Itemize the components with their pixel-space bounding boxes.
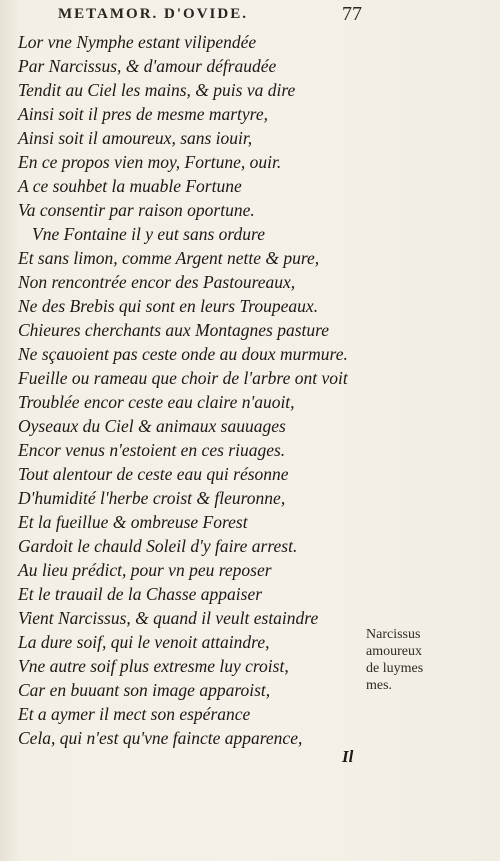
verse-line: Cela, qui n'est qu'vne faincte apparence,: [18, 728, 303, 748]
verse-line: Et a aymer il mect son espérance: [18, 704, 251, 724]
verse-line: Au lieu prédict, pour vn peu reposer: [18, 560, 272, 580]
margin-note-line: de luymes: [366, 661, 424, 676]
verse-line: Et la fueillue & ombreuse Forest: [18, 512, 248, 532]
verse-line: D'humidité l'herbe croist & fleuronne,: [18, 488, 286, 508]
verse-line: Gardoit le chauld Soleil d'y faire arrest.: [18, 536, 298, 556]
verse-line: Vne autre soif plus extresme luy croist,: [18, 656, 289, 676]
verse-line: Ne des Brebis qui sont en leurs Troupeaux.: [18, 296, 319, 316]
verse-line: A ce souhbet la muable Fortune: [18, 176, 242, 196]
catchword: Il: [342, 747, 354, 766]
verse-line: Tout alentour de ceste eau qui résonne: [18, 464, 289, 484]
verse-line: Encor venus n'estoient en ces riuages.: [18, 440, 286, 460]
margin-note-line: Narcissus: [366, 627, 421, 642]
verse-line: Lor vne Nymphe estant vilipendée: [18, 32, 257, 52]
verse-line: La dure soif, qui le venoit attaindre,: [18, 632, 270, 652]
verse-line: Chieures cherchants aux Montagnes pasture: [18, 320, 330, 340]
verse-line: Vient Narcissus, & quand il veult estaindre: [18, 608, 319, 628]
running-head: METAMOR. D'OVIDE.: [58, 6, 248, 22]
verse-line: Oyseaux du Ciel & animaux sauuages: [18, 416, 286, 436]
verse-line: Troublée encor ceste eau claire n'auoit,: [18, 392, 295, 412]
verse-line: Car en buuant son image apparoist,: [18, 680, 271, 700]
margin-note: [366, 626, 476, 694]
verse-line: Tendit au Ciel les mains, & puis va dire: [18, 80, 296, 100]
verse-line: Et le trauail de la Chasse appaiser: [18, 584, 263, 604]
verse-line: Non rencontrée encor des Pastoureaux,: [18, 272, 296, 292]
margin-note-line: amoureux: [366, 644, 422, 659]
verse-line: Va consentir par raison oportune.: [18, 200, 255, 220]
margin-note-line: mes.: [366, 678, 393, 693]
verse-line: Ainsi soit il pres de mesme martyre,: [18, 104, 268, 124]
verse-line: Ainsi soit il amoureux, sans iouir,: [18, 128, 253, 148]
verse-line: Par Narcissus, & d'amour défraudée: [18, 56, 277, 76]
verse-line: En ce propos vien moy, Fortune, ouir.: [18, 152, 282, 172]
verse-line: Fueille ou rameau que choir de l'arbre ont voit: [18, 368, 348, 388]
verse-line: Vne Fontaine il y eut sans ordure: [32, 224, 265, 244]
verse-line: Ne sçauoient pas ceste onde au doux murmure.: [18, 344, 348, 364]
page-number: 77: [342, 3, 362, 25]
verse-line: Et sans limon, comme Argent nette & pure,: [18, 248, 320, 268]
